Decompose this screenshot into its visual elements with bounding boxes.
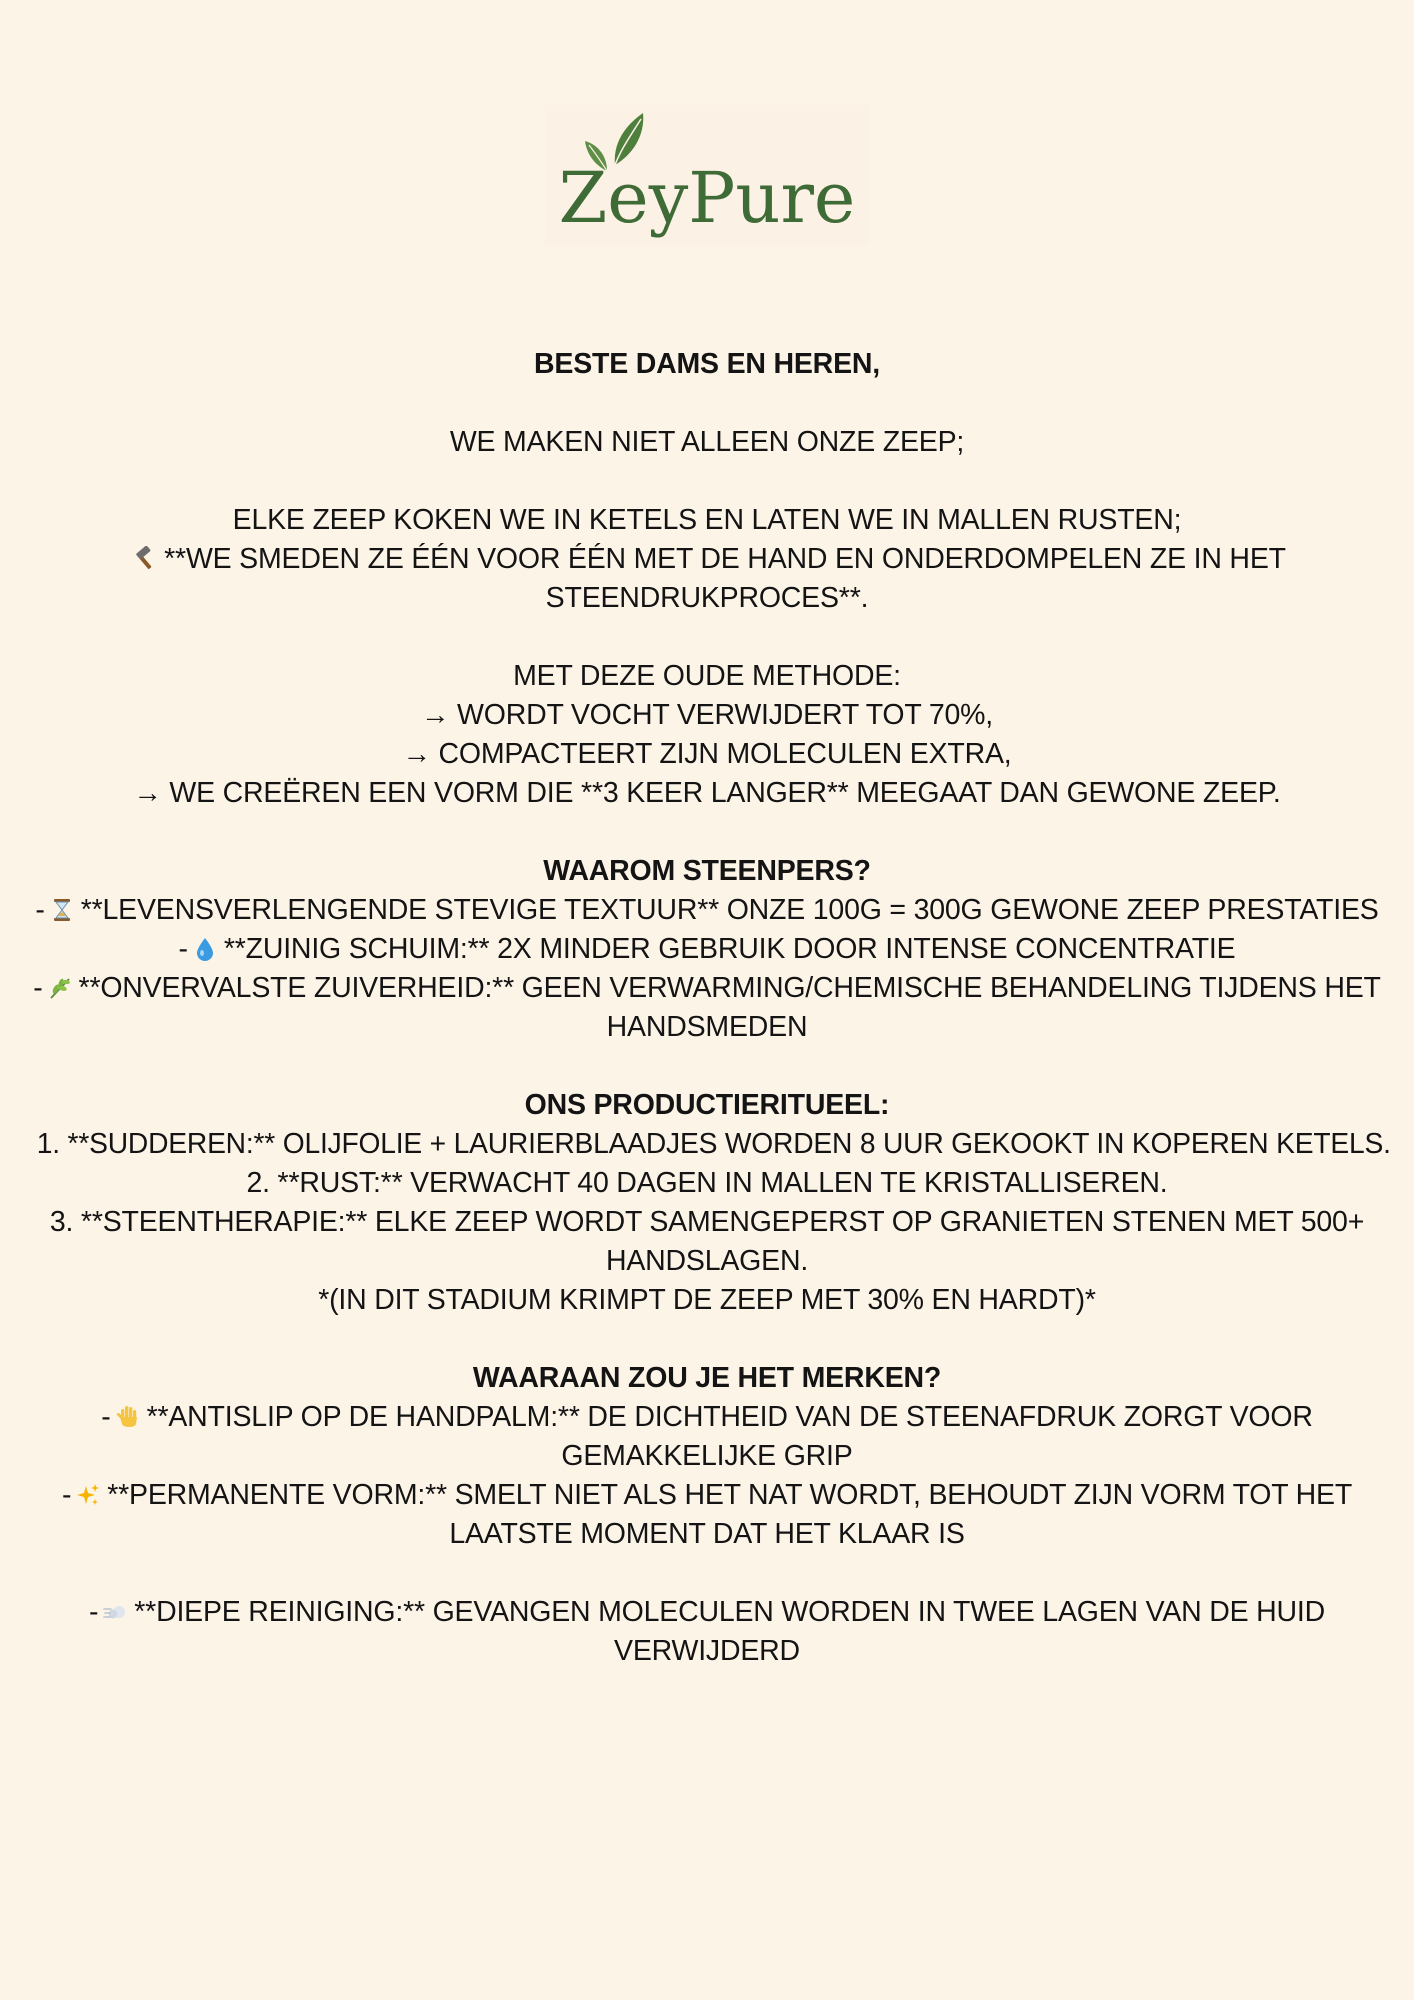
letter-body xyxy=(30,345,1391,1671)
ritual-step-3: 3. **STEENTHERAPIE:** ELKE ZEEP WORDT SAMENGEPERST OP GRANIETEN STENEN MET 500+ xyxy=(49,1206,1365,1238)
brand-logo xyxy=(545,105,870,245)
bullet-dash: - xyxy=(178,933,188,965)
notice-heading: WAARAAN ZOU JE HET MERKEN? xyxy=(472,1362,942,1394)
method-item: → WE CREËREN EEN VORM DIE **3 KEER LANGER** MEEGAAT DAN GEWONE ZEEP. xyxy=(133,777,1281,809)
process-line-3: STEENDRUKPROCES**. xyxy=(545,582,869,614)
notice-item-grip xyxy=(30,1398,1384,1437)
bullet-dash: - xyxy=(88,1596,99,1628)
notice-item-text: **DIEPE REINIGING:** GEVANGEN MOLECULEN WORDEN IN TWEE LAGEN VAN DE HUID xyxy=(134,1596,1326,1628)
method-item: → COMPACTEERT ZIJN MOLECULEN EXTRA, xyxy=(402,738,1012,770)
process-line-2 xyxy=(30,540,1384,579)
method-title: MET DEZE OUDE METHODE: xyxy=(513,660,901,692)
herb-icon xyxy=(47,975,73,1001)
intro-line: WE MAKEN NIET ALLEEN ONZE ZEEP; xyxy=(449,426,965,458)
why-item-text: **LEVENSVERLENGENDE STEVIGE TEXTUUR** ONZE 100G = 300G GEWONE ZEEP PRESTATIES xyxy=(80,894,1379,926)
zeypure-logo-graphic xyxy=(545,105,870,245)
greeting-heading: BESTE DAMS EN HEREN, xyxy=(534,348,880,380)
hammer-icon xyxy=(132,546,158,572)
logo-wordmark: ZeyPure xyxy=(558,157,856,239)
notice-item-clean-cont: VERWIJDERD xyxy=(614,1635,800,1667)
ritual-step-3-cont: HANDSLAGEN. xyxy=(605,1245,809,1277)
bullet-dash: - xyxy=(33,972,43,1004)
ritual-step-2: 2. **RUST:** VERWACHT 40 DAGEN IN MALLEN TE KRISTALLISEREN. xyxy=(246,1167,1168,1199)
hourglass-icon xyxy=(49,897,75,923)
ritual-note: *(IN DIT STADIUM KRIMPT DE ZEEP MET 30% EN HARDT)* xyxy=(318,1284,1096,1316)
bullet-dash: - xyxy=(61,1479,72,1511)
why-heading: WAAROM STEENPERS? xyxy=(543,855,871,887)
why-item-foam xyxy=(30,930,1384,969)
dash-cloud-icon xyxy=(102,1599,128,1625)
why-item-text: **ZUINIG SCHUIM:** 2X MINDER GEBRUIK DOOR INTENSE CONCENTRATIE xyxy=(223,933,1236,965)
notice-item-text: **ANTISLIP OP DE HANDPALM:** DE DICHTHEID VAN DE STEENAFDRUK ZORGT VOOR xyxy=(146,1401,1313,1433)
bullet-dash: - xyxy=(35,894,45,926)
notice-item-shape xyxy=(30,1476,1384,1515)
process-line-2-text: **WE SMEDEN ZE ÉÉN VOOR ÉÉN MET DE HAND EN ONDERDOMPELEN ZE IN HET xyxy=(164,543,1286,575)
droplet-icon xyxy=(192,936,218,962)
why-item-purity xyxy=(30,969,1384,1008)
notice-item-text: **PERMANENTE VORM:** SMELT NIET ALS HET NAT WORDT, BEHOUDT ZIJN VORM TOT HET xyxy=(107,1479,1353,1511)
sparkles-icon xyxy=(75,1482,101,1508)
why-item-texture xyxy=(30,891,1384,930)
notice-item-clean xyxy=(30,1593,1384,1632)
notice-item-shape-cont: LAATSTE MOMENT DAT HET KLAAR IS xyxy=(449,1518,965,1550)
why-item-purity-cont: HANDSMEDEN xyxy=(606,1011,808,1043)
method-item: → WORDT VOCHT VERWIJDERT TOT 70%, xyxy=(421,699,993,731)
ritual-heading: ONS PRODUCTIERITUEEL: xyxy=(524,1089,890,1121)
ritual-step-1: 1. **SUDDEREN:** OLIJFOLIE + LAURIERBLAADJES WORDEN 8 UUR GEKOOKT IN KOPEREN KETELS. xyxy=(36,1128,1391,1160)
why-item-text: **ONVERVALSTE ZUIVERHEID:** GEEN VERWARMING/CHEMISCHE BEHANDELING TIJDENS HET xyxy=(78,972,1381,1004)
notice-item-grip-cont: GEMAKKELIJKE GRIP xyxy=(561,1440,853,1472)
hand-icon xyxy=(115,1404,141,1430)
bullet-dash: - xyxy=(101,1401,111,1433)
process-line-1: ELKE ZEEP KOKEN WE IN KETELS EN LATEN WE IN MALLEN RUSTEN; xyxy=(232,504,1182,536)
